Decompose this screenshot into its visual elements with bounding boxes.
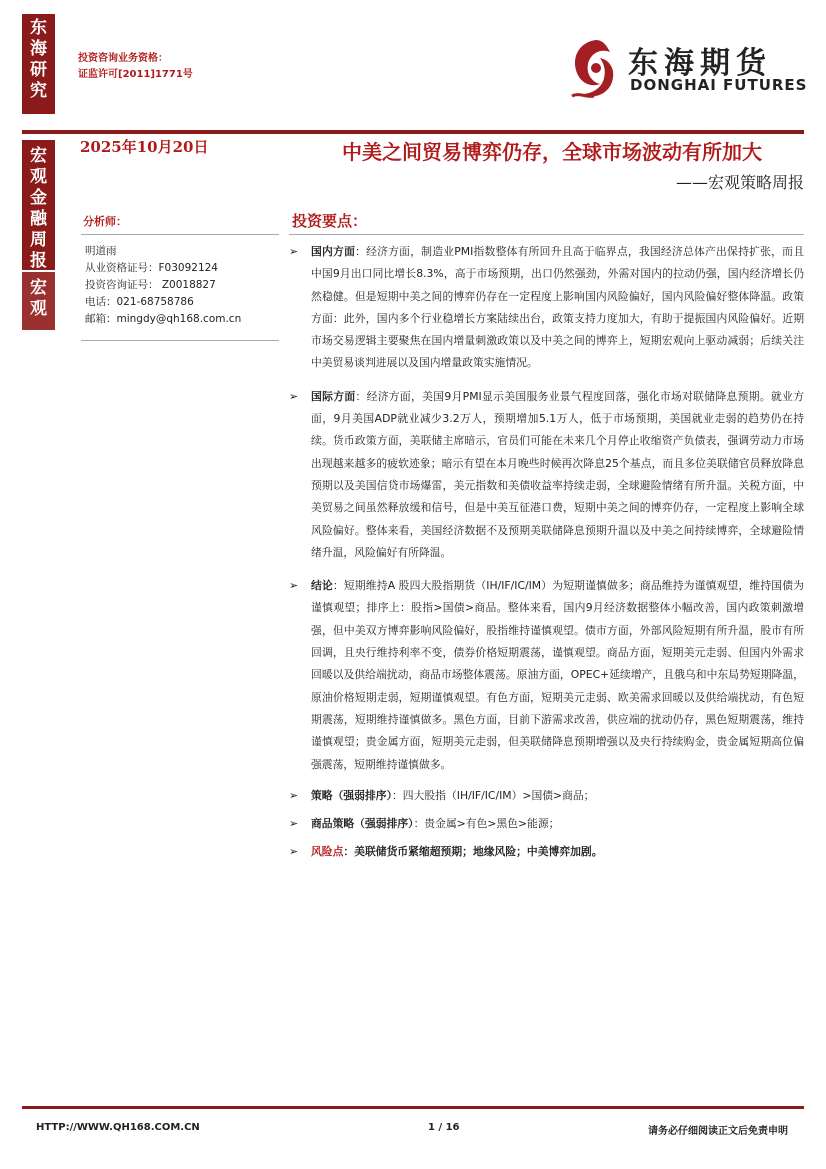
footer-disclaimer: 请务必仔细阅读正文后免责申明 <box>648 1126 788 1137</box>
qualification-line: 投资咨询业务资格： <box>78 53 168 64</box>
qualification-text <box>78 51 193 83</box>
analyst-cert-qualification: 从业资格证号：F03092124 <box>85 262 218 274</box>
points-heading: 投资要点： <box>292 212 368 230</box>
sidebar-brand-block <box>22 14 55 114</box>
sidebar-char: 周 <box>30 230 47 250</box>
point-text: ：短期维持A 股四大股指期货（IH/IF/IC/IM）为短期谨慎做多；商品维持为谨慎观望，维持国债为谨慎观望；排序上：股指>国债>商品。整体来看，国内9月经济数据整体小幅改善，国内政策刺激增强，但中美双方博弈影响风险偏好，股指维持谨慎观望。债市方面，外部风险短期有所升温，股市有所回调，且央行维持利率不变，债券价格短期震荡，谨慎观望。商品方面，短期美元走弱、但国内外需求回暖以及供给端扰动，商品市场整体震荡。原油方面，OPEC+延续增产，且俄乌和中东局势短期降温，原油价格短期走弱，短期谨慎观望。有色方面，短期美元走弱、欧美需求回暖以及供给端扰动，有色短期震荡，短期维持谨慎做多。黑色方面，目前下游需求改善，供应端的扰动仍存，黑色短期震荡，维持谨慎观望；贵金属方面，短期美元走弱，但美联储降息预期增强以及央行持续购金，贵金属短期高位偏强震荡，短期维持谨慎做多。 <box>311 579 805 771</box>
point-text: ：美联储货币紧缩超预期；地缘风险；中美博弈加剧。 <box>343 845 603 859</box>
sidebar-char: 观 <box>30 167 47 187</box>
report-title: 中美之间贸易博弈仍存，全球市场波动有所加大 <box>342 140 762 164</box>
point-risk <box>289 841 804 863</box>
points-content <box>289 241 804 864</box>
sidebar-char: 东 <box>30 18 47 38</box>
sidebar-char: 金 <box>30 188 47 208</box>
analyst-phone: 电话：021-68758786 <box>85 296 194 308</box>
analyst-heading: 分析师： <box>83 215 127 228</box>
point-text: ：经济方面，美国9月PMI显示美国服务业景气程度回落，强化市场对联储降息预期。就业方面，9月美国ADP就业减少3.2万人，预期增加5.1万人，低于市场预期，美国就业走弱的趋势仍在持续。货币政策方面，美联储主席暗示，官员们可能在未来几个月停止收缩资产负债表，强调劳动力市场出现越来越多的疲软迹象；暗示有望在本月晚些时候再次降息25个基点，而且多位美联储官员释放降息预期以及美国信贷市场爆雷，美元指数和美债收益率持续走弱，全球避险情绪有所升温。关税方面，中美贸易之间虽然释放缓和信号，但是中美互征港口费，短期中美之间的博弈仍存，一定程度上影响全球风险偏好。整体来看，美国经济数据不及预期美联储降息预期升温以及中美之间持续博弈，全球避险情绪升温，风险偏好有所降温。 <box>311 389 804 559</box>
analyst-name: 明道雨 <box>85 245 117 257</box>
point-strategy <box>289 785 804 807</box>
point-label: 国内方面 <box>311 245 356 258</box>
sidebar-char: 研 <box>30 60 47 80</box>
logo-en-text: DONGHAI FUTURES <box>630 76 808 94</box>
logo-cn-text: 东海期货 <box>628 46 772 81</box>
arrow-bullet-icon: ➢ <box>289 579 299 593</box>
sidebar-char: 海 <box>30 39 47 59</box>
point-label: 国际方面 <box>311 389 356 403</box>
point-international <box>289 386 804 564</box>
point-conclusion <box>289 575 804 776</box>
sidebar-section-block <box>22 272 55 330</box>
analyst-info <box>81 234 279 341</box>
sidebar-char: 宏 <box>30 278 47 298</box>
arrow-bullet-icon: ➢ <box>289 817 299 831</box>
sidebar-char: 观 <box>30 299 47 319</box>
header-divider <box>22 130 804 134</box>
point-label: 商品策略（强弱排序） <box>311 817 414 831</box>
point-domestic <box>289 241 804 375</box>
point-text: ：贵金属>有色>黑色>能源； <box>413 817 560 831</box>
sidebar-char: 融 <box>30 209 47 229</box>
sidebar-char: 报 <box>30 251 47 271</box>
point-commodity-strategy <box>289 813 804 835</box>
sidebar-char: 究 <box>30 81 47 101</box>
report-subtitle: ——宏观策略周报 <box>675 173 804 192</box>
point-text: ：经济方面，制造业PMI指数整体有所回升且高于临界点，我国经济总体产出保持扩张，而且中国9月出口同比增长8.3%，高于市场预期，出口仍然强劲，外需对国内的拉动仍强，国内经济增长仍然稳健。但是短期中美之间的博弈仍存在一定程度上影响国内风险偏好，国内风险偏好整体降温。政策方面：此外，国内多个行业稳增长方案陆续出台，政策支持力度加大，有助于提振国内风险偏好。近期市场交易逻辑主要聚焦在国内增量刺激政策以及中美之间的博弈上，短期宏观向上驱动减弱；后续关注中美贸易谈判进展以及国内增量政策实施情况。 <box>311 245 804 370</box>
points-divider <box>289 234 804 235</box>
arrow-bullet-icon: ➢ <box>289 845 299 859</box>
point-label: 结论 <box>311 579 333 593</box>
point-label: 策略（强弱排序） <box>311 788 392 802</box>
arrow-bullet-icon: ➢ <box>289 389 299 403</box>
sidebar-category-block <box>22 140 55 270</box>
dragon-logo-icon <box>566 36 622 102</box>
point-text: ：四大股指（IH/IF/IC/IM）>国债>商品； <box>391 788 595 802</box>
footer-divider <box>22 1106 804 1109</box>
report-date: 2025年10月20日 <box>80 138 209 156</box>
analyst-email: 邮箱：mingdy@qh168.com.cn <box>85 313 242 325</box>
arrow-bullet-icon: ➢ <box>289 788 299 802</box>
qualification-line: 证监许可[2011]1771号 <box>78 69 193 80</box>
page-number: 1 / 16 <box>428 1122 460 1133</box>
footer-url[interactable]: HTTP://WWW.QH168.COM.CN <box>36 1122 200 1133</box>
sidebar-char: 宏 <box>30 146 47 166</box>
point-label: 风险点 <box>311 845 344 859</box>
arrow-bullet-icon: ➢ <box>289 245 299 258</box>
analyst-cert-advisory: 投资咨询证号： Z0018827 <box>85 279 216 291</box>
